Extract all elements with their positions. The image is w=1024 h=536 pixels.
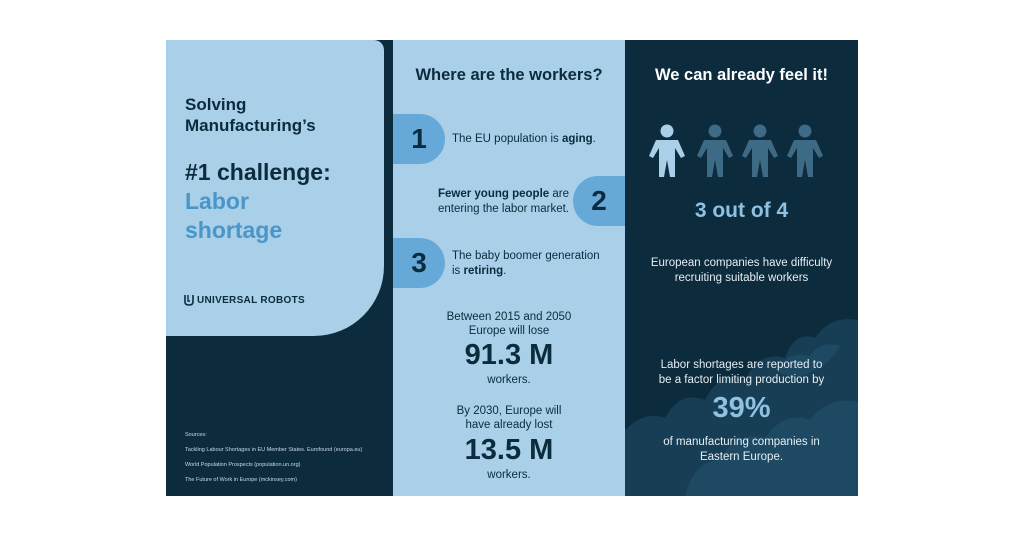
source-item: Tackling Labour Shortages in EU Member States. Eurofound (europa.eu) [185, 447, 363, 453]
percent-desc-line1: of manufacturing companies in [663, 436, 820, 448]
step-1-text [452, 132, 596, 147]
step-text-part: The baby boomer generation [452, 250, 600, 262]
ratio-desc-line2: recruiting suitable workers [674, 272, 809, 284]
ratio-value: 3 out of 4 [694, 199, 789, 222]
stat1-value: 91.3 M [464, 339, 554, 371]
step-text-part: . [503, 265, 507, 277]
logo-text: UNIVERSAL ROBOTS [197, 294, 305, 306]
person-icon [740, 124, 780, 178]
title-card [166, 40, 384, 336]
source-item: The Future of Work in Europe (mckinsey.com) [185, 477, 297, 483]
step-text-bold: retiring [463, 265, 504, 277]
universal-robots-logo [184, 294, 305, 306]
step-text-part: are [549, 188, 569, 200]
sources [185, 428, 362, 488]
stat2-unit: workers. [487, 469, 531, 481]
step-text-part: . [592, 133, 596, 145]
stat2-line1: By 2030, Europe will [456, 405, 562, 417]
ratio-desc-line1: European companies have difficulty [650, 257, 833, 269]
labor-line-2: shortage [185, 217, 283, 243]
stat1-line2: Europe will lose [468, 325, 550, 337]
step-text-part: is [452, 265, 464, 277]
stat2-value: 13.5 M [464, 434, 554, 466]
step-number-badge: 2 [573, 176, 625, 226]
percent-desc-line2: Eastern Europe. [699, 451, 784, 463]
percent-value: 39% [712, 392, 771, 424]
labor-line-1: Labor [185, 188, 249, 214]
left-panel [166, 40, 393, 496]
step-text-bold: aging [561, 133, 593, 145]
person-icon [695, 124, 735, 178]
intro-line-1: Solving [185, 95, 247, 114]
workers-heading: Where are the workers? [415, 66, 603, 84]
step-text-part: entering the labor market. [437, 203, 569, 215]
middle-panel [393, 40, 625, 496]
challenge-heading: #1 challenge: [185, 159, 331, 185]
step-3-text [452, 249, 600, 279]
stat1-unit: workers. [487, 374, 531, 386]
step-text-bold: Fewer young people [437, 188, 550, 200]
source-item: World Population Prospects (population.un.org) [185, 462, 301, 468]
shortage-line2: be a factor limiting production by [658, 374, 825, 386]
stat1-line1: Between 2015 and 2050 [446, 311, 572, 323]
step-number-badge: 1 [393, 114, 445, 164]
shortage-line1: Labor shortages are reported to [660, 359, 823, 371]
person-icon [785, 124, 825, 178]
sources-label: Sources: [185, 432, 207, 438]
person-icon [647, 124, 687, 178]
step-number-badge: 3 [393, 238, 445, 288]
step-2-text [411, 187, 569, 217]
intro-line-2: Manufacturing’s [185, 116, 316, 135]
step-text-part: The EU population is [452, 133, 562, 145]
feel-it-heading: We can already feel it! [654, 66, 829, 84]
stat2-line2: have already lost [465, 419, 553, 431]
right-panel [625, 40, 858, 496]
universal-robots-logo-icon [184, 294, 194, 306]
